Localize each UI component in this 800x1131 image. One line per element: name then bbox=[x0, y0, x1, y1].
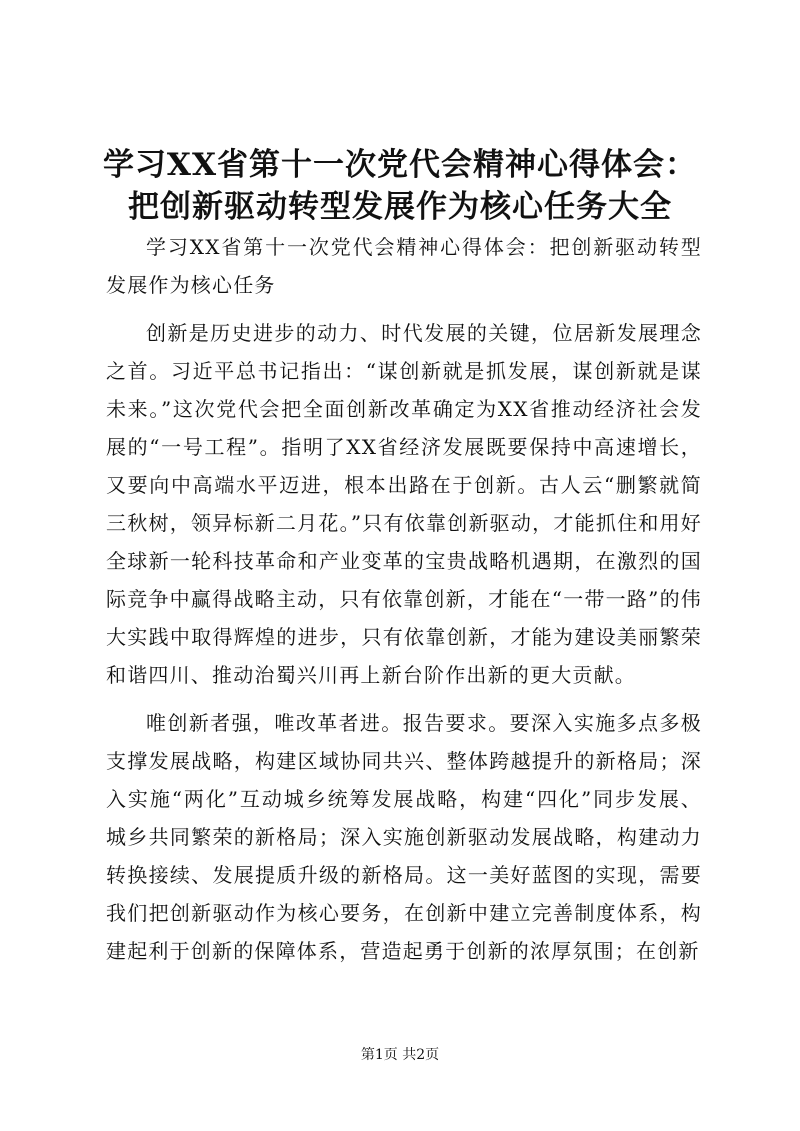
paragraph-innovation: 创新是历史进步的动力、时代发展的关键，位居新发展理念之首。习近平总书记指出：“谋创新就是抓发展，谋创新就是谋未来。”这次党代会把全面创新改革确定为XX省推动经济社会发展的“一号工程”。指明了XX省经济发展既要保持中高速增长，又要向中高端水平迈进，根本出路在于创新。古人云“删繁就简三秋树，领异标新二月花。”只有依靠创新驱动，才能抓住和用好全球新一轮科技革命和产业变革的宝贵战略机遇期，在激烈的国际竞争中赢得战略主动，只有依靠创新，才能在“一带一路”的伟大实践中取得辉煌的进步，只有依靠创新，才能为建设美丽繁荣和谐四川、推动治蜀兴川再上新台阶作出新的更大贡献。 bbox=[106, 321, 702, 687]
document-title: 学习XX省第十一次党代会精神心得体会：把创新驱动转型发展作为核心任务大全 bbox=[102, 147, 698, 225]
paragraph-reform: 唯创新者强，唯改革者进。报告要求。要深入实施多点多极支撑发展战略，构建区域协同共兴、整体跨越提升的新格局；深入实施“两化”互动城乡统筹发展战略，构建“四化”同步发展、城乡共同繁荣的新格局；深入实施创新驱动发展战略，构建动力转换接续、发展提质升级的新格局。这一美好蓝图的实现，需要我们把创新驱动作为核心要务，在创新中建立完善制度体系，构建起利于创新的保障体系，营造起勇于创新的浓厚氛围；在创新 bbox=[106, 711, 702, 963]
document-body bbox=[106, 228, 702, 980]
paragraph-subtitle: 学习XX省第十一次党代会精神心得体会：把创新驱动转型发展作为核心任务 bbox=[106, 235, 702, 297]
page-footer: 第1页 共2页 bbox=[360, 1047, 440, 1063]
